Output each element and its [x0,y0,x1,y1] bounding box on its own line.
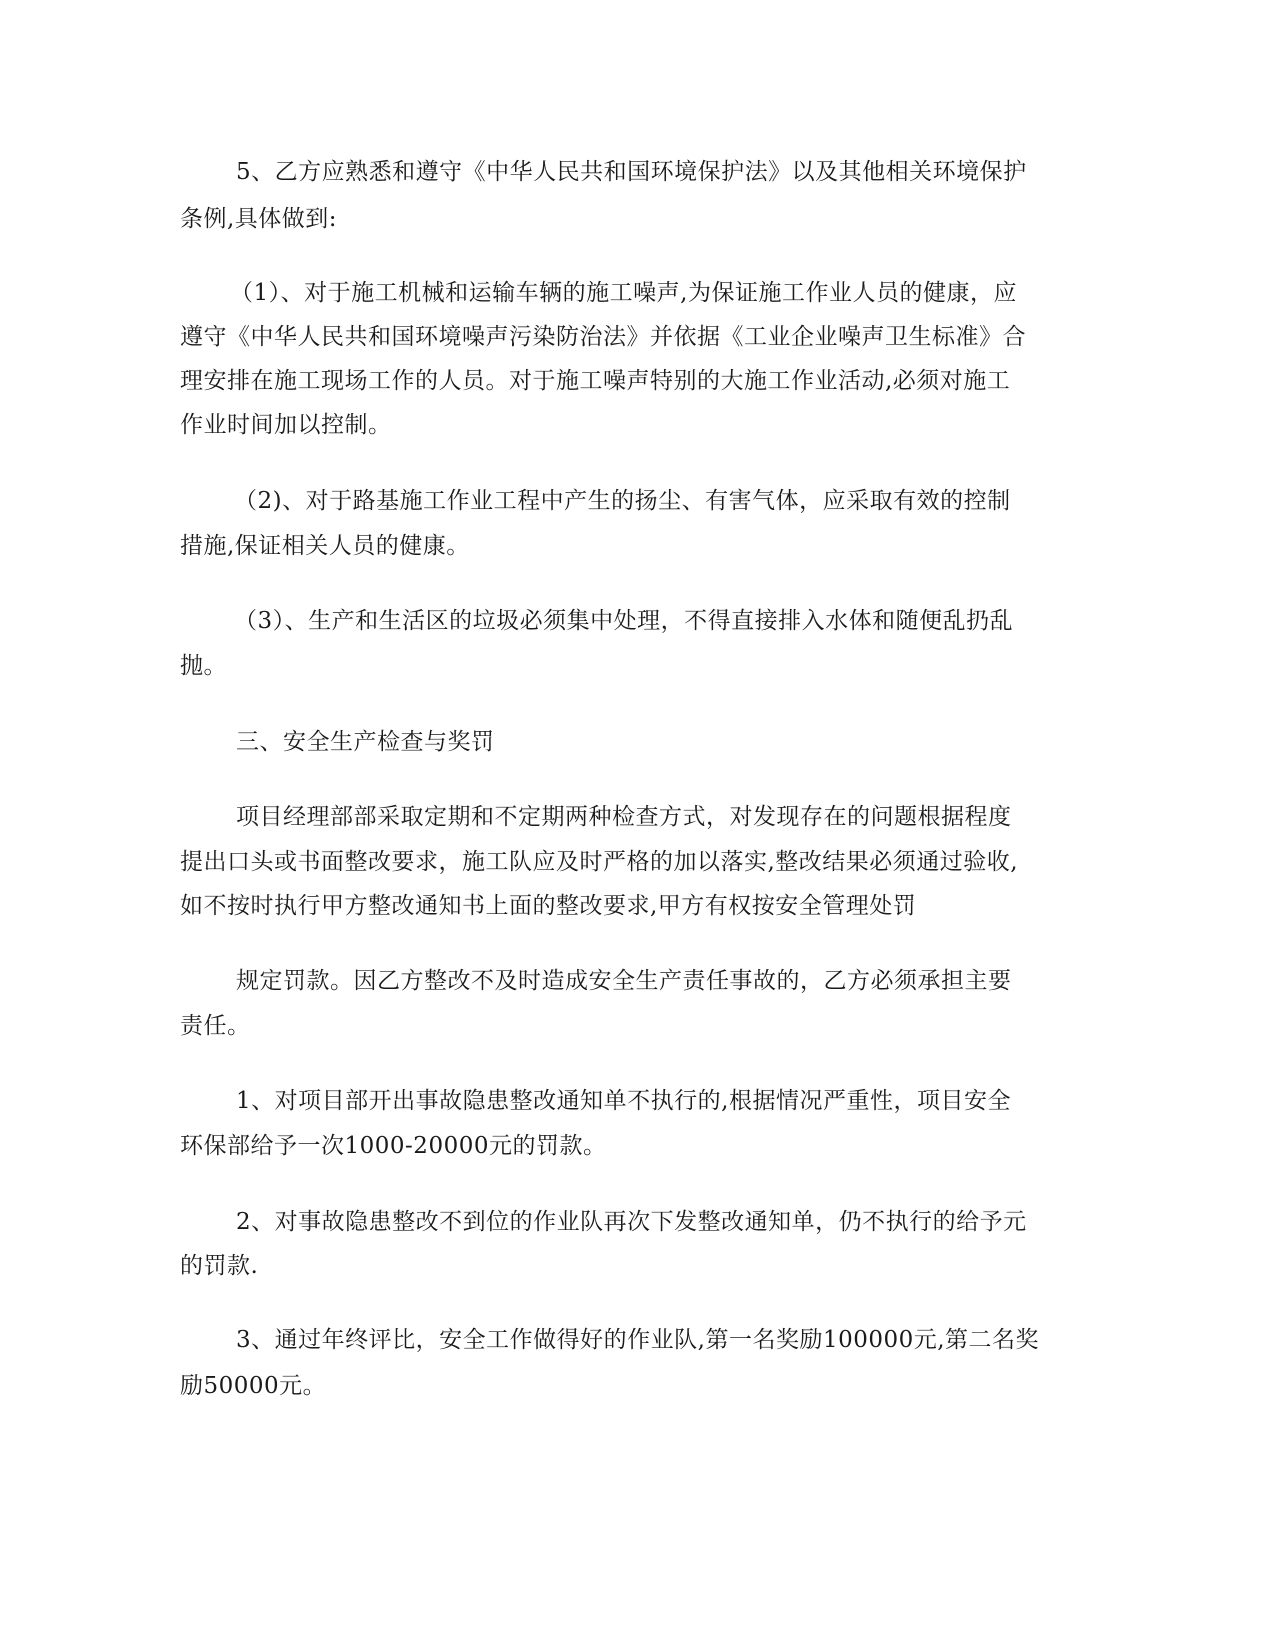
text-line: 措施,保证相关人员的健康。 [180,533,470,559]
text-line: 提出口头或书面整改要求，施工队应及时严格的加以落实,整改结果必须通过验收, [180,849,1019,875]
text-line: 遵守《中华人民共和国环境噪声污染防治法》并依据《工业企业噪声卫生标准》合 [180,324,1026,350]
text-line: 作业时间加以控制。 [180,412,392,438]
text-line: 的罚款. [180,1253,259,1279]
text-line: （3）、生产和生活区的垃圾必须集中处理，不得直接排入水体和随便乱扔乱 [234,608,1014,634]
text-line: 3、通过年终评比，安全工作做得好的作业队,第一名奖励100000元,第二名奖 [236,1327,1040,1353]
text-line: （1）、对于施工机械和运输车辆的施工噪声,为保证施工作业人员的健康，应 [230,280,1017,306]
text-line: 抛。 [180,653,227,679]
text-line: 环保部给予一次1000-20000元的罚款。 [180,1133,607,1159]
text-line: 项目经理部部采取定期和不定期两种检查方式，对发现存在的问题根据程度 [236,804,1012,830]
section-heading: 三、安全生产检查与奖罚 [236,729,495,755]
text-line: 理安排在施工现场工作的人员。对于施工噪声特别的大施工作业活动,必须对施工 [180,368,1011,394]
text-line: 规定罚款。因乙方整改不及时造成安全生产责任事故的，乙方必须承担主要 [236,968,1012,994]
text-line: （2)、对于路基施工作业工程中产生的扬尘、有害气体，应采取有效的控制 [234,488,1011,514]
text-line: 如不按时执行甲方整改通知书上面的整改要求,甲方有权按安全管理处罚 [180,893,917,919]
text-line: 条例,具体做到: [180,206,338,232]
text-line: 5、乙方应熟悉和遵守《中华人民共和国环境保护法》以及其他相关环境保护 [236,159,1027,185]
text-line: 1、对项目部开出事故隐患整改通知单不执行的,根据情况严重性，项目安全 [236,1088,1011,1114]
text-line: 2、对事故隐患整改不到位的作业队再次下发整改通知单，仍不执行的给予元 [236,1209,1027,1235]
text-line: 励50000元。 [180,1373,327,1399]
text-line: 责任。 [180,1013,251,1039]
